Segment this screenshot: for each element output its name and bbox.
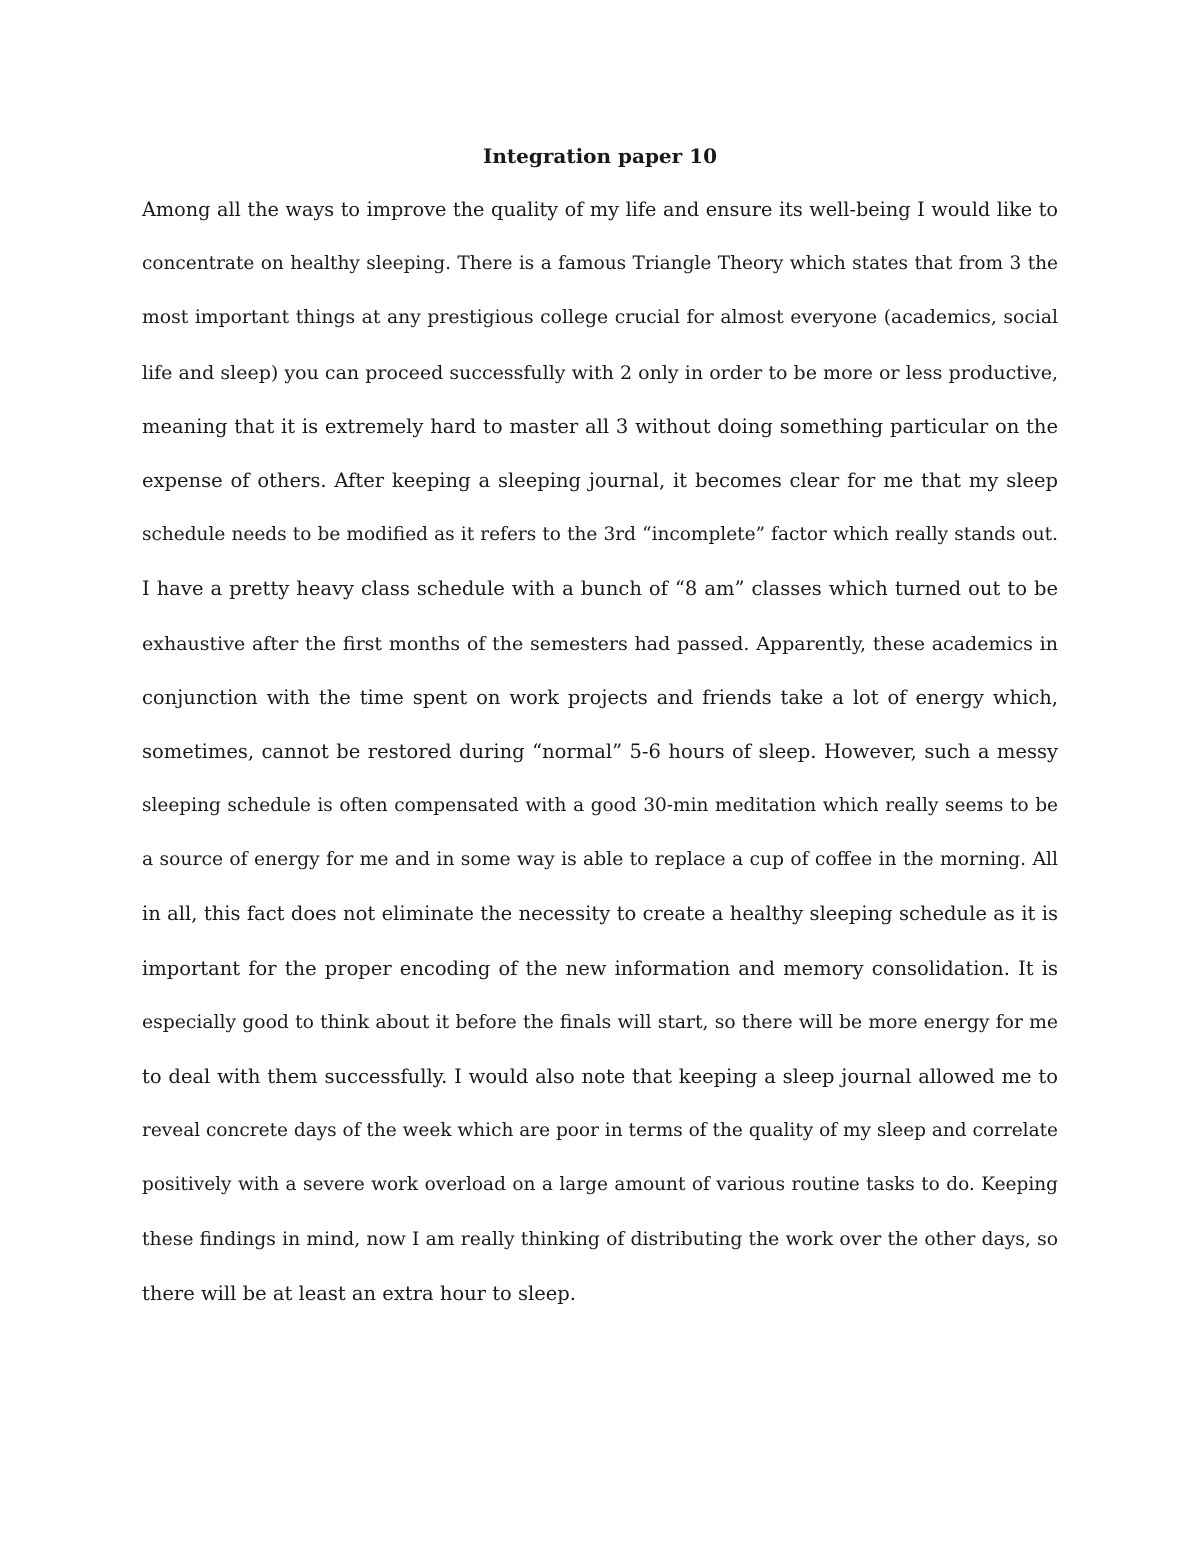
body-line: a source of energy for me and in some way is able to replace a cup of coffee in the morning. All <box>142 849 1058 871</box>
body-line: most important things at any prestigious college crucial for almost everyone (academics, social <box>142 307 1058 329</box>
body-line: especially good to think about it before the finals will start, so there will be more energy for me <box>142 1011 1058 1033</box>
document-title: Integration paper 10 <box>482 144 717 168</box>
body-line: exhaustive after the first months of the semesters had passed. Apparently, these academics in <box>142 632 1058 655</box>
body-line: I have a pretty heavy class schedule with a bunch of “8 am” classes which turned out to be <box>142 577 1058 601</box>
body-line: in all, this fact does not eliminate the necessity to create a healthy sleeping schedule as it is <box>142 902 1058 926</box>
body-line: Among all the ways to improve the quality of my life and ensure its well-being I would like to <box>142 198 1058 221</box>
body-line: reveal concrete days of the week which are poor in terms of the quality of my sleep and correlate <box>142 1120 1058 1142</box>
body-line: sometimes, cannot be restored during “normal” 5-6 hours of sleep. However, such a messy <box>142 739 1058 763</box>
body-line: sleeping schedule is often compensated with a good 30-min meditation which really seems to be <box>142 795 1058 817</box>
body-line: important for the proper encoding of the new information and memory consolidation. It is <box>142 956 1058 980</box>
body-line: life and sleep) you can proceed successfully with 2 only in order to be more or less productive, <box>142 361 1058 384</box>
body-line: concentrate on healthy sleeping. There is a famous Triangle Theory which states that from 3 the <box>142 253 1058 275</box>
body-line: schedule needs to be modified as it refers to the 3rd “incomplete” factor which really stands out. <box>142 524 1058 546</box>
body-line: expense of others. After keeping a sleeping journal, it becomes clear for me that my sleep <box>142 468 1058 492</box>
body-line: there will be at least an extra hour to sleep. <box>142 1281 576 1305</box>
body-line: meaning that it is extremely hard to master all 3 without doing something particular on the <box>142 414 1058 438</box>
body-line: these findings in mind, now I am really thinking of distributing the work over the other days, so <box>142 1228 1058 1250</box>
body-line: to deal with them successfully. I would also note that keeping a sleep journal allowed me to <box>142 1065 1058 1088</box>
body-line: conjunction with the time spent on work projects and friends take a lot of energy which, <box>142 685 1058 709</box>
body-line: positively with a severe work overload on a large amount of various routine tasks to do. Keeping <box>142 1174 1058 1196</box>
document-body <box>142 196 1058 1334</box>
